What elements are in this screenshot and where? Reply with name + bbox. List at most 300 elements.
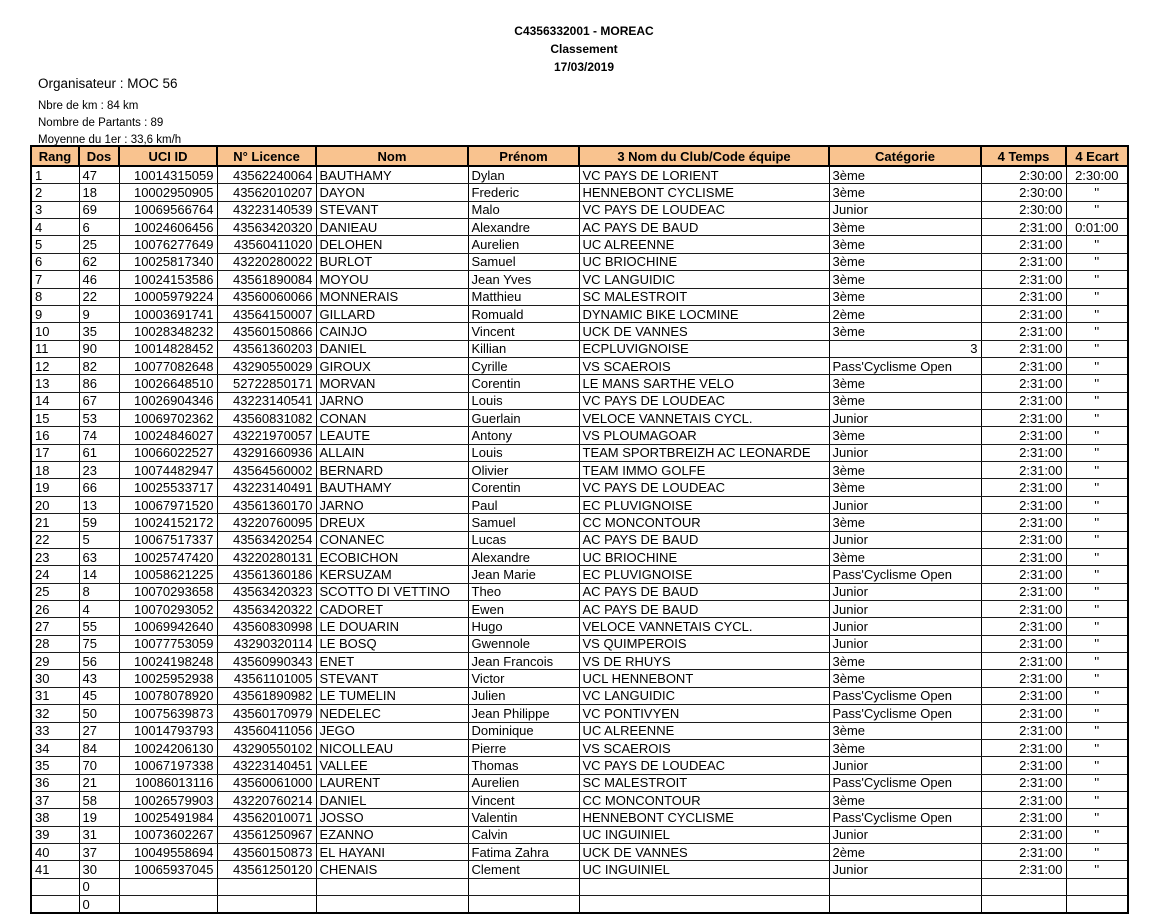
cell-rang: 4 [31, 219, 79, 236]
cell-categorie: 3ème [829, 514, 981, 531]
cell-nom: CADORET [316, 600, 468, 617]
cell-prenom: Clement [468, 861, 579, 878]
table-row [31, 878, 1128, 895]
cell-uci: 10067197338 [119, 757, 217, 774]
cell-temps: 2:31:00 [981, 340, 1066, 357]
table-row [31, 531, 1128, 548]
cell-ecart: '' [1066, 844, 1128, 861]
cell-categorie: 2ème [829, 305, 981, 322]
cell-dos: 0 [79, 896, 119, 914]
table-row [31, 323, 1128, 340]
cell-uci [119, 896, 217, 914]
table-row [31, 444, 1128, 461]
cell-prenom: Jean Francois [468, 653, 579, 670]
cell-temps: 2:31:00 [981, 566, 1066, 583]
cell-dos: 31 [79, 826, 119, 843]
cell-prenom: Louis [468, 392, 579, 409]
cell-licence: 43562240064 [217, 166, 316, 184]
cell-dos: 50 [79, 705, 119, 722]
column-header-categorie: Catégorie [829, 146, 981, 166]
cell-rang: 26 [31, 600, 79, 617]
cell-prenom: Ewen [468, 600, 579, 617]
cell-club: TEAM IMMO GOLFE [579, 462, 829, 479]
cell-ecart [1066, 878, 1128, 895]
cell-rang: 20 [31, 496, 79, 513]
cell-temps: 2:31:00 [981, 444, 1066, 461]
cell-nom: BAUTHAMY [316, 479, 468, 496]
cell-categorie: Pass'Cyclisme Open [829, 809, 981, 826]
cell-club: SC MALESTROIT [579, 774, 829, 791]
cell-club: UCL HENNEBONT [579, 670, 829, 687]
cell-temps: 2:31:00 [981, 705, 1066, 722]
cell-nom: MORVAN [316, 375, 468, 392]
cell-prenom: Frederic [468, 184, 579, 201]
cell-rang: 6 [31, 253, 79, 270]
cell-uci: 10026904346 [119, 392, 217, 409]
cell-categorie: 3ème [829, 253, 981, 270]
cell-categorie: 3ème [829, 288, 981, 305]
table-row [31, 618, 1128, 635]
cell-categorie: Junior [829, 600, 981, 617]
cell-prenom [468, 878, 579, 895]
cell-licence: 43561890084 [217, 271, 316, 288]
table-row [31, 219, 1128, 236]
cell-prenom: Jean Marie [468, 566, 579, 583]
cell-temps [981, 896, 1066, 914]
cell-club: VC PAYS DE LORIENT [579, 166, 829, 184]
cell-ecart: '' [1066, 496, 1128, 513]
cell-licence: 43563420254 [217, 531, 316, 548]
cell-licence: 43560150866 [217, 323, 316, 340]
cell-prenom: Dylan [468, 166, 579, 184]
cell-ecart: '' [1066, 791, 1128, 808]
cell-rang: 29 [31, 653, 79, 670]
cell-ecart: '' [1066, 444, 1128, 461]
cell-uci: 10025533717 [119, 479, 217, 496]
cell-rang: 19 [31, 479, 79, 496]
cell-rang: 24 [31, 566, 79, 583]
table-row [31, 201, 1128, 218]
cell-licence: 43220280131 [217, 548, 316, 565]
table-row [31, 635, 1128, 652]
cell-club [579, 878, 829, 895]
cell-temps: 2:30:00 [981, 166, 1066, 184]
cell-rang: 39 [31, 826, 79, 843]
cell-rang: 21 [31, 514, 79, 531]
cell-prenom: Lucas [468, 531, 579, 548]
cell-categorie: 3 [829, 340, 981, 357]
cell-dos: 59 [79, 514, 119, 531]
table-row [31, 566, 1128, 583]
cell-licence: 43560831082 [217, 410, 316, 427]
cell-temps: 2:31:00 [981, 600, 1066, 617]
cell-nom: JARNO [316, 392, 468, 409]
cell-licence: 43220760095 [217, 514, 316, 531]
cell-ecart: '' [1066, 705, 1128, 722]
column-header-nom: Nom [316, 146, 468, 166]
cell-prenom: Hugo [468, 618, 579, 635]
cell-dos: 63 [79, 548, 119, 565]
cell-temps: 2:31:00 [981, 739, 1066, 756]
cell-licence: 43560061000 [217, 774, 316, 791]
cell-categorie: 3ème [829, 791, 981, 808]
cell-uci: 10024152172 [119, 514, 217, 531]
cell-licence: 43561101005 [217, 670, 316, 687]
cell-temps: 2:31:00 [981, 548, 1066, 565]
cell-rang: 15 [31, 410, 79, 427]
cell-licence: 43221970057 [217, 427, 316, 444]
cell-dos: 74 [79, 427, 119, 444]
cell-uci: 10014793793 [119, 722, 217, 739]
table-row [31, 479, 1128, 496]
cell-licence: 43291660936 [217, 444, 316, 461]
cell-prenom: Julien [468, 687, 579, 704]
cell-club: VS QUIMPEROIS [579, 635, 829, 652]
cell-club: VC PAYS DE LOUDEAC [579, 757, 829, 774]
cell-club: AC PAYS DE BAUD [579, 583, 829, 600]
cell-nom [316, 878, 468, 895]
cell-rang: 1 [31, 166, 79, 184]
cell-club: VC PAYS DE LOUDEAC [579, 479, 829, 496]
cell-temps: 2:31:00 [981, 809, 1066, 826]
cell-prenom: Jean Yves [468, 271, 579, 288]
cell-categorie: Junior [829, 618, 981, 635]
cell-club: DYNAMIC BIKE LOCMINE [579, 305, 829, 322]
cell-dos: 46 [79, 271, 119, 288]
cell-licence: 43560150873 [217, 844, 316, 861]
cell-club: UC ALREENNE [579, 236, 829, 253]
cell-licence: 43562010207 [217, 184, 316, 201]
cell-club: UC BRIOCHINE [579, 548, 829, 565]
cell-ecart: '' [1066, 635, 1128, 652]
cell-rang: 28 [31, 635, 79, 652]
cell-ecart: '' [1066, 531, 1128, 548]
cell-club: ECPLUVIGNOISE [579, 340, 829, 357]
cell-rang: 35 [31, 757, 79, 774]
cell-prenom: Dominique [468, 722, 579, 739]
cell-nom: GILLARD [316, 305, 468, 322]
cell-prenom: Aurelien [468, 236, 579, 253]
cell-licence: 43223140491 [217, 479, 316, 496]
cell-ecart: '' [1066, 774, 1128, 791]
cell-categorie: Junior [829, 496, 981, 513]
cell-dos: 4 [79, 600, 119, 617]
cell-prenom: Victor [468, 670, 579, 687]
results-table [30, 145, 1129, 914]
cell-temps: 2:30:00 [981, 201, 1066, 218]
cell-club: VC PAYS DE LOUDEAC [579, 392, 829, 409]
column-header-prenom: Prénom [468, 146, 579, 166]
cell-categorie: 3ème [829, 166, 981, 184]
cell-ecart: '' [1066, 757, 1128, 774]
cell-nom: CAINJO [316, 323, 468, 340]
cell-club: VS PLOUMAGOAR [579, 427, 829, 444]
cell-uci: 10003691741 [119, 305, 217, 322]
cell-uci: 10014828452 [119, 340, 217, 357]
table-row [31, 670, 1128, 687]
cell-dos: 56 [79, 653, 119, 670]
cell-club: LE MANS SARTHE VELO [579, 375, 829, 392]
cell-licence [217, 878, 316, 895]
cell-ecart: '' [1066, 271, 1128, 288]
cell-licence: 43290320114 [217, 635, 316, 652]
cell-dos: 90 [79, 340, 119, 357]
cell-prenom: Paul [468, 496, 579, 513]
cell-ecart: '' [1066, 462, 1128, 479]
cell-licence: 43561360203 [217, 340, 316, 357]
cell-club: UCK DE VANNES [579, 323, 829, 340]
cell-club: VC LANGUIDIC [579, 271, 829, 288]
table-row [31, 375, 1128, 392]
table-row [31, 896, 1128, 914]
cell-nom: DANIEL [316, 340, 468, 357]
cell-ecart: '' [1066, 618, 1128, 635]
cell-ecart: '' [1066, 323, 1128, 340]
cell-ecart: '' [1066, 809, 1128, 826]
cell-categorie: Junior [829, 410, 981, 427]
cell-nom: STEVANT [316, 670, 468, 687]
cell-nom [316, 896, 468, 914]
cell-temps [981, 878, 1066, 895]
cell-prenom: Alexandre [468, 219, 579, 236]
cell-nom: EZANNO [316, 826, 468, 843]
cell-rang: 34 [31, 739, 79, 756]
cell-dos: 75 [79, 635, 119, 652]
cell-nom: JARNO [316, 496, 468, 513]
cell-temps: 2:31:00 [981, 757, 1066, 774]
cell-uci: 10067517337 [119, 531, 217, 548]
cell-ecart: '' [1066, 253, 1128, 270]
cell-prenom [468, 896, 579, 914]
cell-rang: 12 [31, 357, 79, 374]
cell-licence: 43563420320 [217, 219, 316, 236]
cell-rang: 33 [31, 722, 79, 739]
cell-prenom: Samuel [468, 253, 579, 270]
document-title: C4356332001 - MOREAC [514, 24, 654, 38]
cell-categorie: 3ème [829, 236, 981, 253]
cell-rang: 13 [31, 375, 79, 392]
cell-ecart: '' [1066, 861, 1128, 878]
cell-categorie: Junior [829, 201, 981, 218]
cell-rang: 31 [31, 687, 79, 704]
document-header [0, 22, 1168, 76]
cell-uci: 10002950905 [119, 184, 217, 201]
cell-licence: 43564150007 [217, 305, 316, 322]
column-header-temps: 4 Temps [981, 146, 1066, 166]
cell-nom: CHENAIS [316, 861, 468, 878]
cell-uci: 10073602267 [119, 826, 217, 843]
cell-rang: 37 [31, 791, 79, 808]
cell-licence: 43563420322 [217, 600, 316, 617]
cell-categorie: 3ème [829, 219, 981, 236]
cell-ecart: '' [1066, 687, 1128, 704]
cell-rang: 41 [31, 861, 79, 878]
cell-nom: BERNARD [316, 462, 468, 479]
cell-ecart: '' [1066, 375, 1128, 392]
cell-nom: ALLAIN [316, 444, 468, 461]
cell-temps: 2:31:00 [981, 219, 1066, 236]
cell-club: UC INGUINIEL [579, 826, 829, 843]
cell-temps: 2:31:00 [981, 427, 1066, 444]
cell-dos: 13 [79, 496, 119, 513]
cell-categorie: 3ème [829, 722, 981, 739]
cell-dos: 19 [79, 809, 119, 826]
cell-club: CC MONCONTOUR [579, 514, 829, 531]
cell-rang: 40 [31, 844, 79, 861]
cell-dos: 37 [79, 844, 119, 861]
cell-rang: 2 [31, 184, 79, 201]
cell-nom: LEAUTE [316, 427, 468, 444]
cell-temps: 2:31:00 [981, 323, 1066, 340]
cell-uci: 10070293658 [119, 583, 217, 600]
cell-dos: 27 [79, 722, 119, 739]
cell-temps: 2:31:00 [981, 583, 1066, 600]
cell-ecart: '' [1066, 236, 1128, 253]
cell-categorie: 3ème [829, 392, 981, 409]
cell-uci: 10066022527 [119, 444, 217, 461]
cell-uci: 10024606456 [119, 219, 217, 236]
cell-dos: 58 [79, 791, 119, 808]
cell-categorie: 3ème [829, 184, 981, 201]
cell-licence: 43560990343 [217, 653, 316, 670]
table-row [31, 166, 1128, 184]
cell-licence: 43561360170 [217, 496, 316, 513]
cell-prenom: Antony [468, 427, 579, 444]
cell-rang: 7 [31, 271, 79, 288]
table-row [31, 236, 1128, 253]
cell-uci: 10024206130 [119, 739, 217, 756]
cell-ecart: 0:01:00 [1066, 219, 1128, 236]
table-row [31, 826, 1128, 843]
table-row [31, 496, 1128, 513]
cell-temps: 2:31:00 [981, 236, 1066, 253]
cell-club: AC PAYS DE BAUD [579, 531, 829, 548]
column-header-dos: Dos [79, 146, 119, 166]
cell-prenom: Vincent [468, 323, 579, 340]
cell-nom: LE TUMELIN [316, 687, 468, 704]
cell-prenom: Calvin [468, 826, 579, 843]
cell-dos: 69 [79, 201, 119, 218]
cell-categorie: Junior [829, 444, 981, 461]
cell-temps: 2:31:00 [981, 288, 1066, 305]
column-header-rang: Rang [31, 146, 79, 166]
cell-uci [119, 878, 217, 895]
cell-ecart: '' [1066, 340, 1128, 357]
cell-prenom: Aurelien [468, 774, 579, 791]
cell-categorie: Junior [829, 583, 981, 600]
table-row [31, 392, 1128, 409]
cell-categorie: 3ème [829, 323, 981, 340]
cell-temps: 2:31:00 [981, 635, 1066, 652]
cell-categorie: Junior [829, 826, 981, 843]
column-header-club: 3 Nom du Club/Code équipe [579, 146, 829, 166]
cell-prenom: Thomas [468, 757, 579, 774]
distance-label: Nbre de km : 84 km [38, 100, 139, 112]
cell-categorie: Junior [829, 635, 981, 652]
cell-nom: GIROUX [316, 357, 468, 374]
cell-nom: NICOLLEAU [316, 739, 468, 756]
cell-categorie [829, 896, 981, 914]
cell-uci: 10074482947 [119, 462, 217, 479]
cell-rang: 30 [31, 670, 79, 687]
cell-categorie: Pass'Cyclisme Open [829, 357, 981, 374]
table-row [31, 844, 1128, 861]
cell-nom: ECOBICHON [316, 548, 468, 565]
cell-dos: 84 [79, 739, 119, 756]
cell-dos: 0 [79, 878, 119, 895]
table-row [31, 288, 1128, 305]
cell-prenom: Killian [468, 340, 579, 357]
cell-nom: NEDELEC [316, 705, 468, 722]
cell-uci: 10014315059 [119, 166, 217, 184]
cell-ecart: '' [1066, 288, 1128, 305]
cell-dos: 43 [79, 670, 119, 687]
cell-nom: VALLEE [316, 757, 468, 774]
table-row [31, 583, 1128, 600]
cell-dos: 86 [79, 375, 119, 392]
cell-uci: 10078078920 [119, 687, 217, 704]
cell-prenom: Cyrille [468, 357, 579, 374]
cell-club: VC PAYS DE LOUDEAC [579, 201, 829, 218]
cell-licence: 43223140541 [217, 392, 316, 409]
starters-label: Nombre de Partants : 89 [38, 117, 164, 129]
cell-licence [217, 896, 316, 914]
cell-temps: 2:31:00 [981, 462, 1066, 479]
cell-nom: CONANEC [316, 531, 468, 548]
cell-uci: 10077082648 [119, 357, 217, 374]
cell-nom: DREUX [316, 514, 468, 531]
table-row [31, 462, 1128, 479]
cell-club: HENNEBONT CYCLISME [579, 809, 829, 826]
cell-licence: 43290550102 [217, 739, 316, 756]
cell-rang: 36 [31, 774, 79, 791]
cell-rang: 14 [31, 392, 79, 409]
cell-uci: 10026648510 [119, 375, 217, 392]
cell-temps: 2:31:00 [981, 653, 1066, 670]
cell-temps: 2:31:00 [981, 826, 1066, 843]
cell-licence: 52722850171 [217, 375, 316, 392]
cell-uci: 10025491984 [119, 809, 217, 826]
table-row [31, 271, 1128, 288]
cell-ecart: '' [1066, 600, 1128, 617]
cell-uci: 10065937045 [119, 861, 217, 878]
cell-prenom: Jean Philippe [468, 705, 579, 722]
cell-rang [31, 878, 79, 895]
cell-dos: 23 [79, 462, 119, 479]
cell-licence: 43223140539 [217, 201, 316, 218]
cell-prenom: Louis [468, 444, 579, 461]
cell-club: UC BRIOCHINE [579, 253, 829, 270]
cell-club: UC INGUINIEL [579, 861, 829, 878]
cell-nom: SCOTTO DI VETTINO [316, 583, 468, 600]
cell-club: VC LANGUIDIC [579, 687, 829, 704]
cell-categorie: 3ème [829, 548, 981, 565]
table-row [31, 653, 1128, 670]
cell-club: VC PONTIVYEN [579, 705, 829, 722]
cell-licence: 43562010071 [217, 809, 316, 826]
cell-dos: 9 [79, 305, 119, 322]
cell-categorie: 3ème [829, 427, 981, 444]
cell-categorie: 3ème [829, 739, 981, 756]
cell-rang: 16 [31, 427, 79, 444]
cell-prenom: Corentin [468, 479, 579, 496]
table-row [31, 791, 1128, 808]
cell-dos: 45 [79, 687, 119, 704]
cell-rang: 18 [31, 462, 79, 479]
cell-club: VS SCAEROIS [579, 357, 829, 374]
cell-licence: 43561890982 [217, 687, 316, 704]
cell-club: HENNEBONT CYCLISME [579, 184, 829, 201]
